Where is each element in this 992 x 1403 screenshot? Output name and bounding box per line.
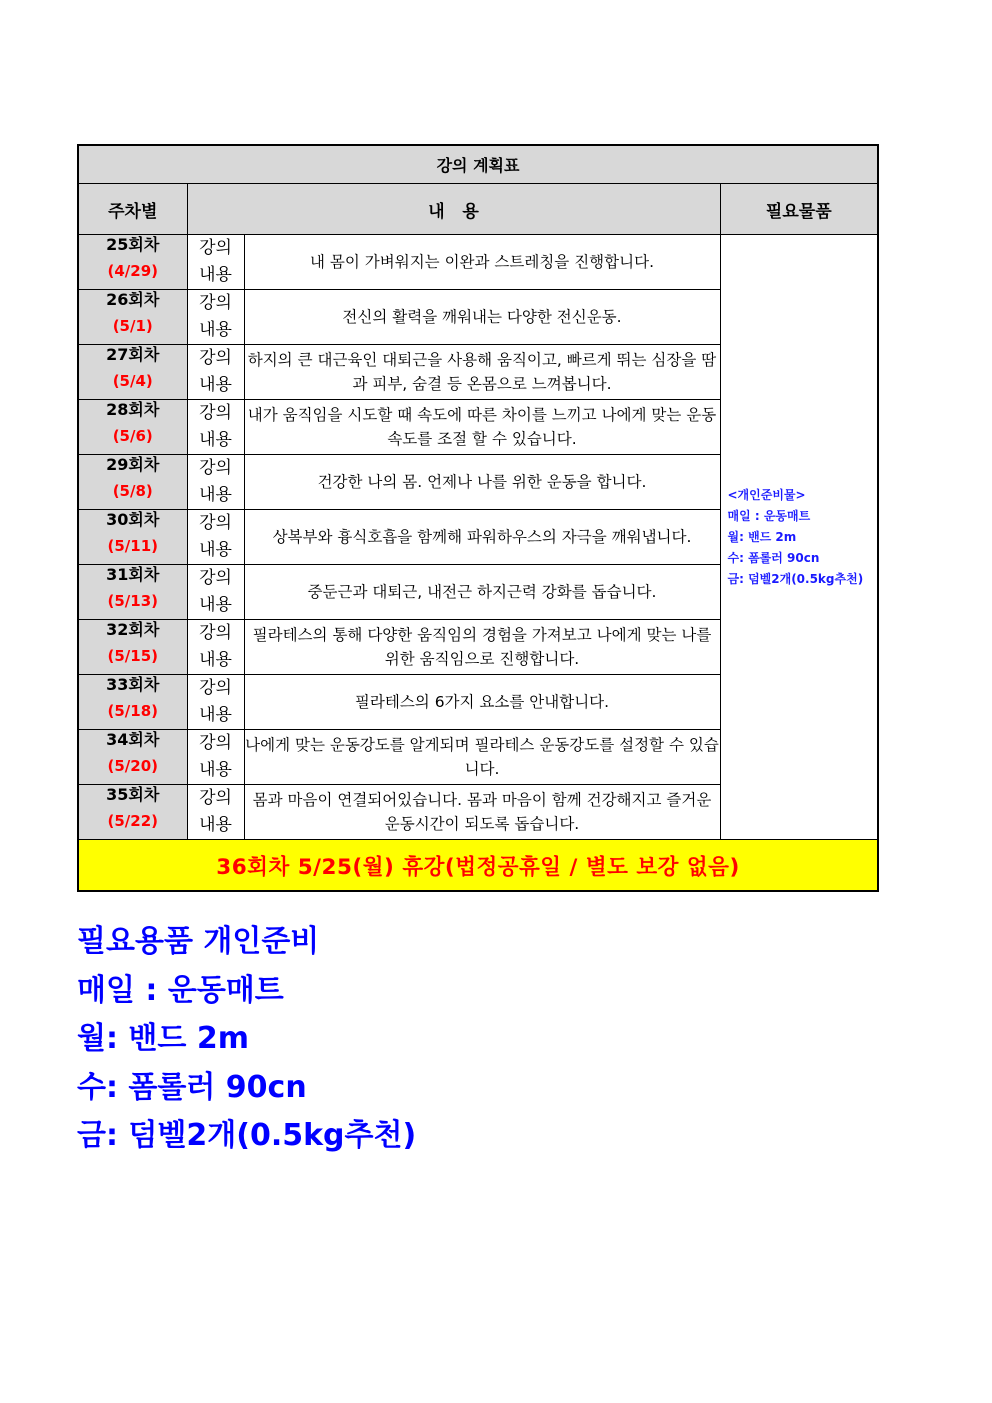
- session-date: (5/8): [112, 482, 153, 500]
- lesson-description: 내 몸이 가벼워지는 이완과 스트레칭을 진행합니다.: [244, 235, 720, 290]
- lesson-description: 하지의 큰 대근육인 대퇴근을 사용해 움직이고, 빠르게 뛰는 심장을 땀과 피부, 숨결 등 온몸으로 느껴봅니다.: [244, 345, 720, 400]
- lesson-description: 전신의 활력을 깨워내는 다양한 전신운동.: [244, 290, 720, 345]
- table-title: 강의 계획표: [78, 145, 878, 184]
- lesson-label: [187, 235, 244, 290]
- lesson-label-line2: 내용: [199, 540, 232, 560]
- session-date: (5/15): [107, 647, 158, 665]
- session-date: (5/22): [107, 812, 158, 830]
- lesson-description: 상복부와 흉식호흡을 함께해 파워하우스의 자극을 깨워냅니다.: [244, 510, 720, 565]
- lesson-description: 내가 움직임을 시도할 때 속도에 따른 차이를 느끼고 나에게 맞는 운동 속도를 조절 할 수 있습니다.: [244, 400, 720, 455]
- lesson-description: 건강한 나의 몸. 언제나 나를 위한 운동을 합니다.: [244, 455, 720, 510]
- week-cell: [78, 510, 187, 565]
- lesson-label-line2: 내용: [199, 485, 232, 505]
- items-heading: <개인준비물>: [727, 487, 806, 502]
- holiday-notice-row: [78, 840, 878, 892]
- lesson-description: 필라테스의 6가지 요소를 안내합니다.: [244, 675, 720, 730]
- lesson-description: 몸과 마음이 연결되어있습니다. 몸과 마음이 함께 건강해지고 즐거운 운동시간이 되도록 돕습니다.: [244, 785, 720, 840]
- session-number: 34회차: [106, 730, 160, 749]
- prep-title: 필요용품 개인준비: [77, 924, 320, 959]
- items-daily: 매일 : 운동매트: [727, 508, 811, 523]
- lesson-description: 중둔근과 대퇴근, 내전근 하지근력 강화를 돕습니다.: [244, 565, 720, 620]
- lesson-description: 나에게 맞는 운동강도를 알게되며 필라테스 운동강도를 설정할 수 있습니다.: [244, 730, 720, 785]
- lesson-label-line2: 내용: [199, 760, 232, 780]
- session-number: 35회차: [106, 785, 160, 804]
- lesson-label-line1: 강의: [199, 568, 232, 588]
- week-cell: [78, 565, 187, 620]
- lesson-label-line2: 내용: [199, 375, 232, 395]
- session-number: 25회차: [106, 235, 160, 254]
- week-cell: [78, 345, 187, 400]
- week-cell: [78, 290, 187, 345]
- session-date: (5/1): [112, 317, 153, 335]
- lesson-label: [187, 565, 244, 620]
- lesson-label: [187, 455, 244, 510]
- session-number: 29회차: [106, 455, 160, 474]
- lesson-label: [187, 620, 244, 675]
- session-date: (5/18): [107, 702, 158, 720]
- lesson-label-line2: 내용: [199, 265, 232, 285]
- lesson-label-line2: 내용: [199, 815, 232, 835]
- week-cell: [78, 455, 187, 510]
- lesson-label-line1: 강의: [199, 733, 232, 753]
- session-number: 33회차: [106, 675, 160, 694]
- lesson-label-line2: 내용: [199, 320, 232, 340]
- lesson-description: 필라테스의 통해 다양한 움직임의 경험을 가져보고 나에게 맞는 나를 위한 움직임으로 진행합니다.: [244, 620, 720, 675]
- lesson-label-line2: 내용: [199, 430, 232, 450]
- items-friday: 금: 덤벨2개(0.5kg추천): [727, 571, 864, 586]
- prep-friday: 금: 덤벨2개(0.5kg추천): [77, 1118, 417, 1153]
- lesson-label-line2: 내용: [199, 705, 232, 725]
- session-number: 27회차: [106, 345, 160, 364]
- session-number: 32회차: [106, 620, 160, 639]
- prep-daily: 매일 : 운동매트: [77, 972, 284, 1008]
- lesson-label-line1: 강의: [199, 623, 232, 643]
- session-number: 30회차: [106, 510, 160, 529]
- prep-list: [77, 918, 416, 1161]
- session-date: (5/11): [107, 537, 158, 555]
- lesson-label-line2: 내용: [199, 650, 232, 670]
- week-cell: [78, 730, 187, 785]
- header-items: 필요물품: [720, 184, 878, 235]
- week-cell: [78, 400, 187, 455]
- lesson-label: [187, 290, 244, 345]
- week-cell: [78, 675, 187, 730]
- session-date: (5/20): [107, 757, 158, 775]
- session-number: 31회차: [106, 565, 160, 584]
- session-number: 26회차: [106, 290, 160, 309]
- lesson-label: [187, 675, 244, 730]
- lesson-label: [187, 510, 244, 565]
- items-wednesday: 수: 폼롤러 90cn: [727, 550, 820, 565]
- lesson-label-line1: 강의: [199, 513, 232, 533]
- required-items: [720, 235, 878, 840]
- lesson-label-line2: 내용: [199, 595, 232, 615]
- lesson-label: [187, 730, 244, 785]
- items-monday: 월: 밴드 2m: [727, 529, 797, 544]
- lesson-label-line1: 강의: [199, 293, 232, 313]
- lesson-label-line1: 강의: [199, 348, 232, 368]
- lesson-label-line1: 강의: [199, 678, 232, 698]
- lesson-label: [187, 785, 244, 840]
- session-number: 28회차: [106, 400, 160, 419]
- lesson-label-line1: 강의: [199, 238, 232, 258]
- lesson-label: [187, 400, 244, 455]
- lesson-label: [187, 345, 244, 400]
- header-content: 내 용: [187, 184, 720, 235]
- lesson-label-line1: 강의: [199, 458, 232, 478]
- week-cell: [78, 620, 187, 675]
- session-date: (4/29): [107, 262, 158, 280]
- lesson-label-line1: 강의: [199, 403, 232, 423]
- prep-wednesday: 수: 폼롤러 90cn: [77, 1069, 307, 1105]
- table-row: [78, 235, 878, 290]
- session-date: (5/6): [112, 427, 153, 445]
- lesson-label-line1: 강의: [199, 788, 232, 808]
- week-cell: [78, 785, 187, 840]
- header-week: 주차별: [78, 184, 187, 235]
- lecture-plan-table: [77, 144, 879, 892]
- prep-monday: 월: 밴드 2m: [77, 1021, 249, 1056]
- session-date: (5/13): [107, 592, 158, 610]
- week-cell: [78, 235, 187, 290]
- holiday-notice: 36회차 5/25(월) 휴강(법정공휴일 / 별도 보강 없음): [78, 840, 878, 892]
- session-date: (5/4): [112, 372, 153, 390]
